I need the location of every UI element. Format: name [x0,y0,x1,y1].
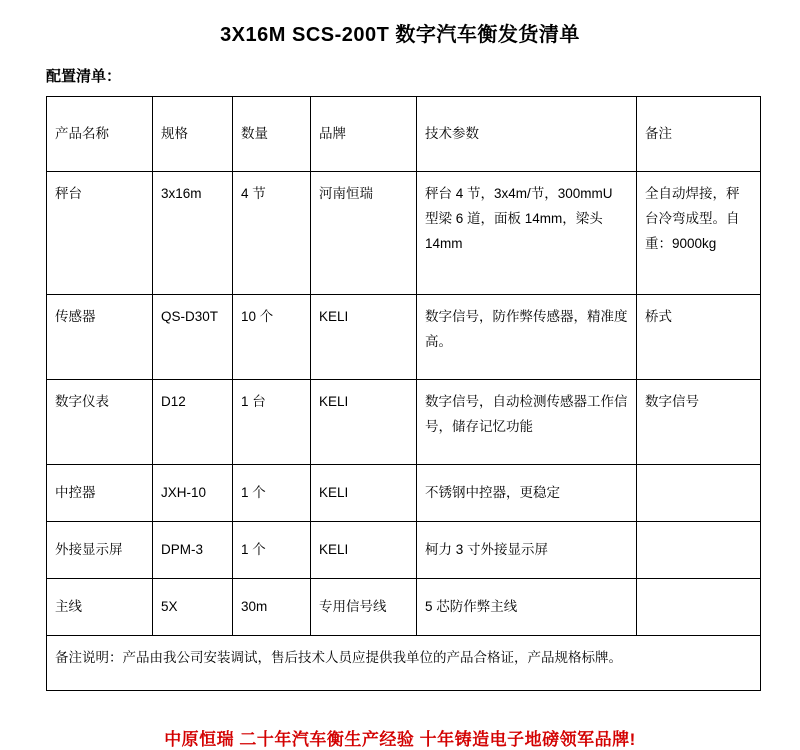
cell-note [637,579,761,636]
cell-qty: 10 个 [233,295,311,380]
table-row [47,380,761,465]
table-row [47,295,761,380]
cell-spec: D12 [153,380,233,465]
cell-brand: KELI [311,380,417,465]
cell-params: 数字信号，防作弊传感器，精准度高。 [417,295,637,380]
cell-name: 传感器 [47,295,153,380]
spec-table-container [0,96,800,691]
cell-name: 主线 [47,579,153,636]
cell-brand: KELI [311,295,417,380]
cell-params: 柯力 3 寸外接显示屏 [417,522,637,579]
cell-qty: 1 个 [233,465,311,522]
section-subtitle: 配置清单： [46,68,122,85]
column-header-spec: 规格 [153,97,233,172]
cell-spec: 3x16m [153,172,233,295]
cell-qty: 1 个 [233,522,311,579]
cell-name: 数字仪表 [47,380,153,465]
column-header-brand: 品牌 [311,97,417,172]
cell-note: 数字信号 [637,380,761,465]
cell-qty: 1 台 [233,380,311,465]
cell-note: 桥式 [637,295,761,380]
column-header-qty: 数量 [233,97,311,172]
cell-spec: JXH-10 [153,465,233,522]
table-row [47,465,761,522]
cell-name: 中控器 [47,465,153,522]
cell-params: 数字信号，自动检测传感器工作信号，储存记忆功能 [417,380,637,465]
cell-qty: 4 节 [233,172,311,295]
cell-spec: DPM-3 [153,522,233,579]
cell-params: 不锈钢中控器，更稳定 [417,465,637,522]
table-row [47,172,761,295]
cell-brand: 专用信号线 [311,579,417,636]
column-header-params: 技术参数 [417,97,637,172]
cell-params: 秤台 4 节，3x4m/节，300mmU 型梁 6 道，面板 14mm，梁头 14mm [417,172,637,295]
cell-note [637,522,761,579]
cell-name: 外接显示屏 [47,522,153,579]
table-row [47,579,761,636]
page-footer-slogan: 中原恒瑞 二十年汽车衡生产经验 十年铸造电子地磅领军品牌! [164,730,636,749]
cell-qty: 30m [233,579,311,636]
table-row [47,522,761,579]
page-title: 3X16M SCS-200T 数字汽车衡发货清单 [220,24,580,46]
cell-brand: 河南恒瑞 [311,172,417,295]
table-header-row [47,97,761,172]
cell-note: 全自动焊接，秤台冷弯成型。自重：9000kg [637,172,761,295]
spec-table [46,96,761,691]
cell-spec: 5X [153,579,233,636]
table-footer-note: 备注说明：产品由我公司安装调试，售后技术人员应提供我单位的产品合格证，产品规格标牌。 [47,636,761,691]
column-header-name: 产品名称 [47,97,153,172]
table-footer-note-row [47,636,761,691]
cell-note [637,465,761,522]
cell-brand: KELI [311,522,417,579]
cell-spec: QS-D30T [153,295,233,380]
cell-brand: KELI [311,465,417,522]
column-header-note: 备注 [637,97,761,172]
cell-name: 秤台 [47,172,153,295]
cell-params: 5 芯防作弊主线 [417,579,637,636]
